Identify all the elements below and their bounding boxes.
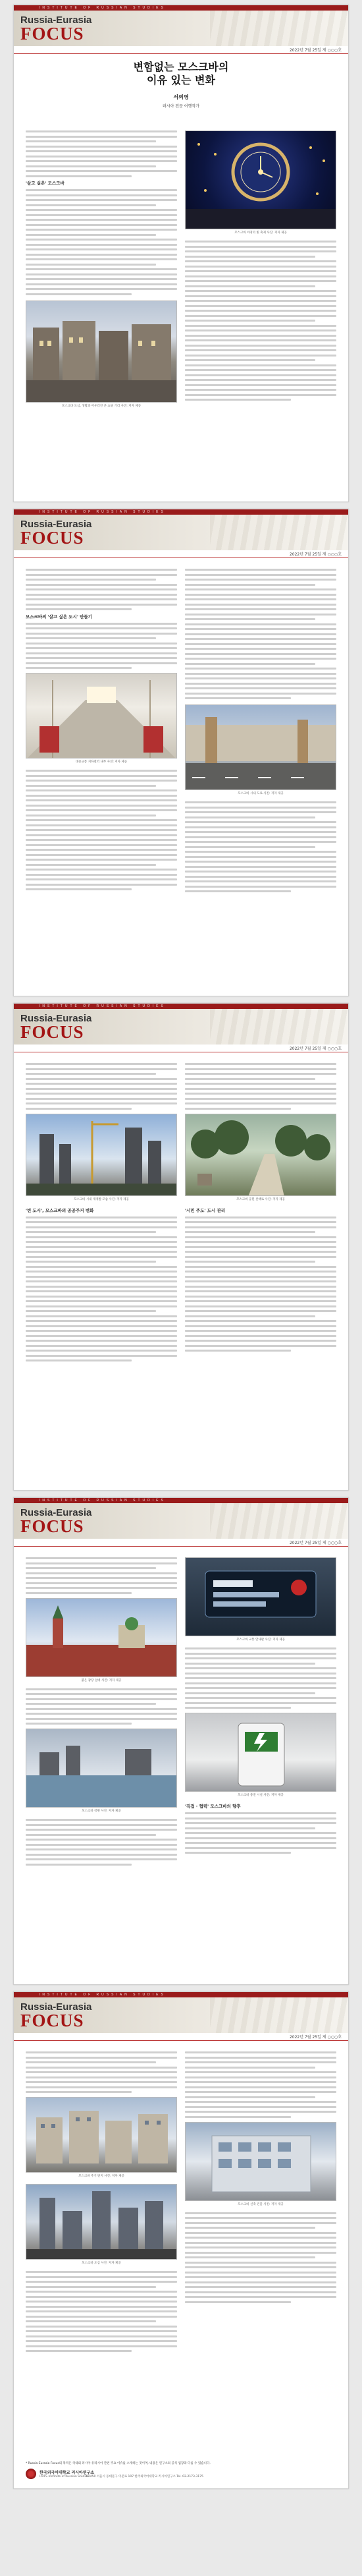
institute-name: INSTITUTE OF RUSSIAN STUDIES [39,1499,166,1503]
photo-metro-station-art [26,673,176,758]
page-2-right-column [185,569,336,896]
photo-light-festival-art [186,131,336,229]
masthead-title-top: Russia-Eurasia [20,1013,92,1024]
page-4-right-column [185,1557,336,1868]
issue-number: 2022년 7월 25일 제 ○○○호 [289,48,342,53]
photo-riverside-art [26,1729,176,1808]
photo-transit-sign-art [186,1558,336,1636]
masthead-decoration [210,1503,348,1539]
section-heading-4: '시민 주도' 도시 관리 [185,1207,226,1213]
institute-name: INSTITUTE OF RUSSIAN STUDIES [39,6,166,10]
page-1-columns [26,130,336,414]
page-4-left-column [26,1557,177,1868]
masthead-title-top: Russia-Eurasia [20,2001,92,2013]
footer-address: 02450 서울시 동대문구 이문로 107 한국외국어대학교 러시아연구소 Tel. 02-2173-3175 [86,2475,203,2478]
photo-caption: 모스크바 도심 사진: 저자 제공 [82,2262,121,2265]
page-4 [13,1497,349,1985]
photo-riverside [26,1729,177,1808]
page-3-left-column [26,1063,177,1365]
issue-bar [14,1539,348,1547]
masthead [14,1004,348,1045]
masthead [14,5,348,46]
masthead-decoration [210,1997,348,2033]
page-5 [13,1991,349,2489]
photo-downtown-art [26,2185,176,2260]
section-heading-1: '살고 싶은' 모스크바 [26,181,65,186]
photo-city-road-art [186,705,336,790]
section-heading-3: '빈 도시', 모스크바의 공공주거 변화 [26,1207,94,1213]
institute-name: INSTITUTE OF RUSSIAN STUDIES [39,1993,166,1997]
photo-caption: 모스크바 충전 시설 사진: 저자 제공 [238,1794,284,1797]
photo-caption: 모스크바 교통 안내판 사진: 저자 제공 [236,1638,285,1642]
masthead-title-top: Russia-Eurasia [20,519,92,530]
photo-caption: 대중교통 지하철역 내부 사진: 저자 제공 [75,760,128,764]
issue-bar [14,1045,348,1052]
page-3-columns [26,1063,336,1365]
footer-logo [26,2469,94,2479]
photo-caption: 모스크바 도심, 생활과 어우러진 큰 쇼핑 거리 사진: 저자 제공 [61,404,142,408]
photo-red-square [26,1598,177,1677]
photo-shopping-street-art [26,301,176,403]
section-heading-5: '직접 · 협력' 모스크바의 향후 [185,1804,241,1809]
institute-name: INSTITUTE OF RUSSIAN STUDIES [39,1004,166,1008]
photo-charging-station-art [186,1713,336,1792]
headline-line-1: 변함없는 모스크바의 [133,61,229,73]
author-affiliation: 러시아 전문 여행작가 [163,104,199,109]
masthead-decoration [210,515,348,550]
page-2 [13,509,349,996]
page-3 [13,1003,349,1491]
section-heading-2: 모스크바의 '살고 싶은 도시' 만들기 [26,614,92,619]
photo-caption: 모스크바 신축 건물 사진: 저자 제공 [238,2202,284,2206]
masthead-decoration [210,11,348,46]
institute-name: INSTITUTE OF RUSSIAN STUDIES [39,510,166,514]
masthead-title-main: FOCUS [20,528,84,548]
photo-redevelopment [26,1114,177,1196]
masthead-title-top: Russia-Eurasia [20,14,92,26]
photo-redevelopment-art [26,1114,176,1196]
photo-park-path [185,1114,336,1196]
institute-emblem-icon [26,2469,36,2479]
issue-number: 2022년 7월 25일 제 ○○○호 [289,552,342,557]
photo-caption: 붉은 광장 일대 사진: 저자 제공 [81,1678,122,1682]
photo-charging-station [185,1713,336,1792]
photo-caption: 모스크바 강변 사진: 저자 제공 [82,1810,121,1813]
photo-caption: 모스크바 시내 도로 사진: 저자 제공 [238,792,284,795]
page-1-left-column [26,130,177,414]
masthead-title-main: FOCUS [20,1516,84,1536]
masthead [14,1992,348,2033]
masthead [14,1498,348,1539]
masthead-decoration [210,1009,348,1045]
masthead-title-main: FOCUS [20,1022,84,1042]
issue-bar [14,550,348,558]
article-headline [14,54,348,87]
page-1-right-column [185,130,336,414]
photo-new-building [185,2122,336,2201]
page-5-left-column [26,2051,177,2355]
issue-bar [14,2033,348,2041]
photo-park-path-art [186,1114,336,1196]
photo-residential-complex [26,2097,177,2173]
author-name: 서의영 [173,94,189,100]
issue-number: 2022년 7월 25일 제 ○○○호 [289,1541,342,1545]
issue-bar [14,46,348,54]
photo-shopping-street [26,301,177,403]
photo-new-building-art [186,2123,336,2201]
footer-org-name: 한국외국어대학교 러시아연구소 [39,2471,95,2475]
photo-light-festival [185,130,336,229]
masthead-title-main: FOCUS [20,24,84,43]
photo-caption: 모스크바 시내 재개발 모습 사진: 저자 제공 [74,1197,129,1201]
page-3-right-column [185,1063,336,1365]
page-5-columns [26,2051,336,2355]
footer-org-en: HUFS Institute of Russian Studies [39,2475,89,2478]
photo-red-square-art [26,1599,176,1677]
masthead-title-main: FOCUS [20,2011,84,2030]
article-byline [14,94,348,109]
photo-city-road [185,704,336,790]
photo-residential-complex-art [26,2098,176,2173]
issue-number: 2022년 7월 25일 제 ○○○호 [289,2035,342,2040]
masthead-title-top: Russia-Eurasia [20,1507,92,1518]
page-1 [13,5,349,502]
page-5-right-column [185,2051,336,2355]
photo-downtown [26,2184,177,2260]
photo-metro-station [26,673,177,758]
masthead [14,509,348,550]
photo-caption: 모스크바 야경의 빛 축제 사진: 저자 제공 [234,231,287,235]
photo-transit-sign [185,1557,336,1636]
photo-caption: 모스크바 공원 산책로 사진: 저자 제공 [236,1197,285,1201]
issue-number: 2022년 7월 25일 제 ○○○호 [289,1046,342,1051]
headline-line-2: 이유 있는 변화 [147,74,215,86]
page-4-columns [26,1557,336,1868]
page-2-columns [26,569,336,896]
footer-note: * Russia-Eurasia Focus의 목적은 국내외 러시아·유라시아 관련 주요 이슈를 소개하는 것이며, 내용은 연구소의 공식 입장과 다를 수 있습니다. [26,2462,211,2465]
photo-caption: 모스크바 주거 단지 사진: 저자 제공 [78,2175,124,2178]
page-2-left-column [26,569,177,896]
